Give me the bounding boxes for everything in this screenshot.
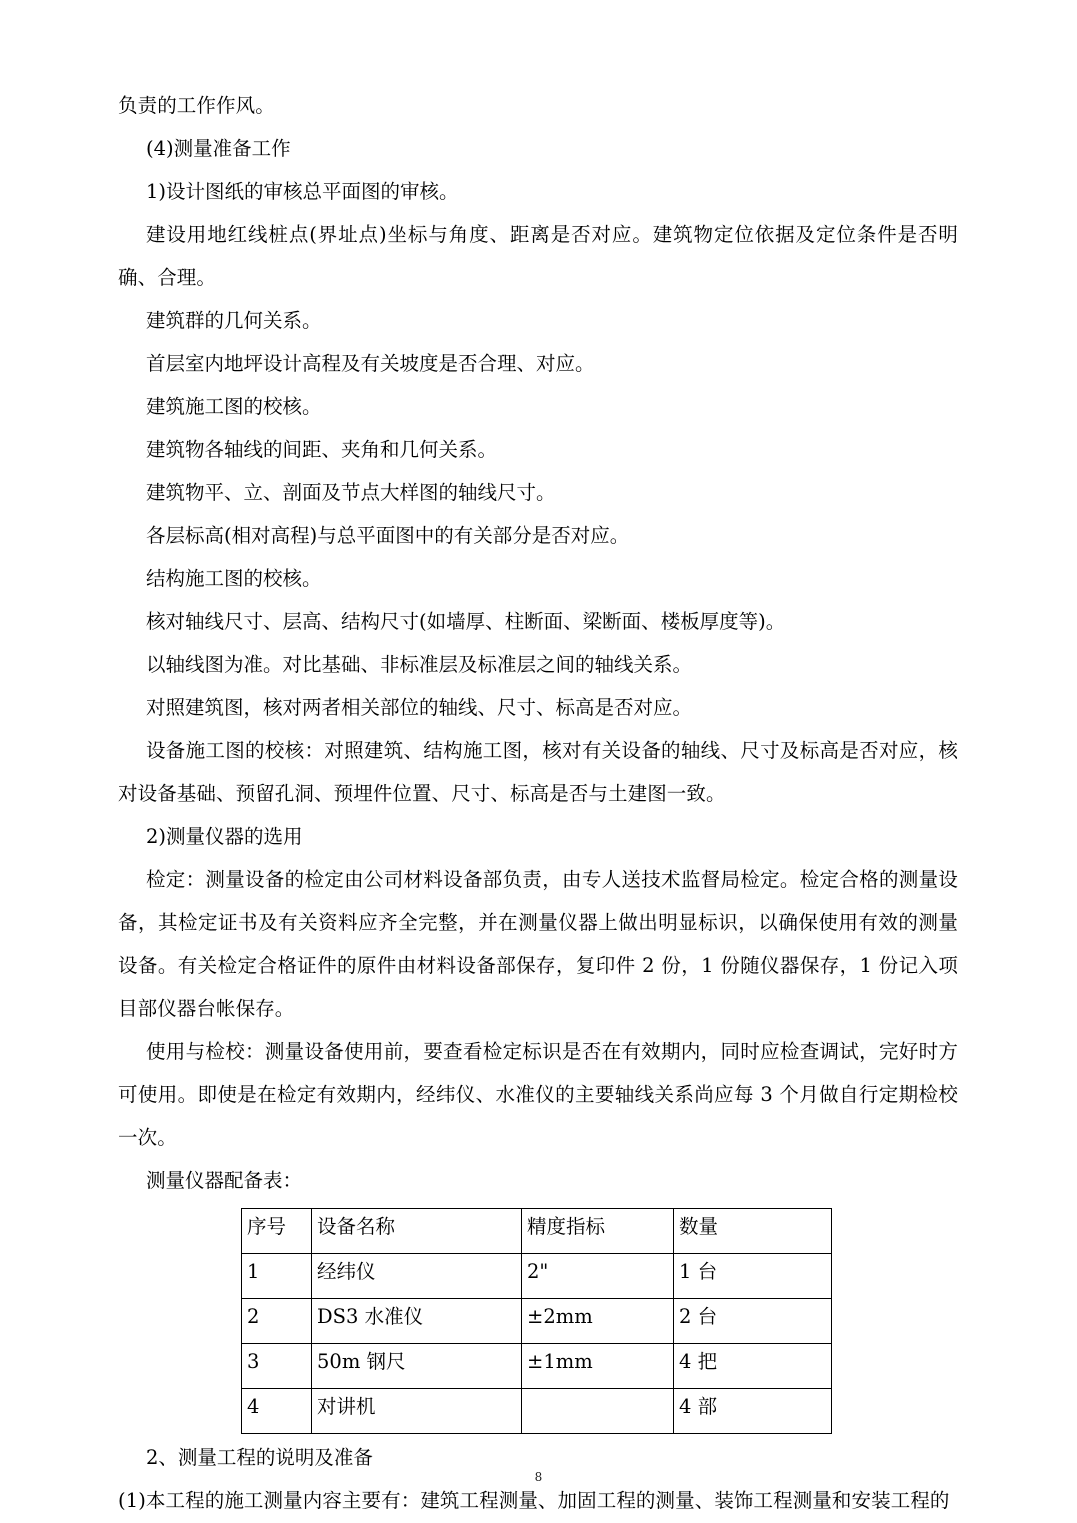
cell-equipment-name: 50m 钢尺 [312, 1344, 522, 1389]
table-row [242, 1389, 832, 1434]
equipment-table-wrapper [118, 1208, 958, 1434]
cell-no: 2 [242, 1299, 312, 1344]
para-work-style: 负责的工作作风。 [118, 94, 275, 117]
item-plan-elevation-section: 建筑物平、立、剖面及节点大样图的轴线尺寸。 [146, 481, 556, 504]
item-axis-drawing-basis: 以轴线图为准。对比基础、非标准层及标准层之间的轴线关系。 [146, 653, 693, 676]
cell-equipment-name: 经纬仪 [312, 1254, 522, 1299]
cell-no: 4 [242, 1389, 312, 1434]
table-header-quantity: 数量 [674, 1209, 832, 1254]
item-axis-spacing: 建筑物各轴线的间距、夹角和几何关系。 [146, 438, 498, 461]
cell-accuracy: 2" [522, 1254, 674, 1299]
table-header-row [242, 1209, 832, 1254]
para-1-survey-contents: (1)本工程的施工测量内容主要有：建筑工程测量、加固工程的测量、装饰工程测量和安装工程的 [118, 1489, 950, 1512]
item-structural-drawing-check: 结构施工图的校核。 [146, 567, 322, 590]
item-compare-arch-drawing: 对照建筑图，核对两者相关部位的轴线、尺寸、标高是否对应。 [146, 696, 693, 719]
cell-no: 3 [242, 1344, 312, 1389]
cell-equipment-name: DS3 水准仪 [312, 1299, 522, 1344]
item-2-instrument-selection: 2)测量仪器的选用 [146, 825, 303, 848]
cell-quantity: 4 把 [674, 1344, 832, 1389]
para-red-line-stake: 建设用地红线桩点(界址点)坐标与角度、距离是否对应。建筑物定位依据及定位条件是否明确、合理。 [118, 223, 958, 289]
item-floor-elevations: 各层标高(相对高程)与总平面图中的有关部分是否对应。 [146, 524, 630, 547]
table-row [242, 1299, 832, 1344]
page-body [118, 84, 958, 1522]
item-building-group-geometry: 建筑群的几何关系。 [146, 309, 322, 332]
cell-quantity: 2 台 [674, 1299, 832, 1344]
para-equipment-drawing-check: 设备施工图的校核：对照建筑、结构施工图，核对有关设备的轴线、尺寸及标高是否对应，核对设备基础、预留孔洞、预埋件位置、尺寸、标高是否与土建图一致。 [118, 739, 958, 805]
table-row [242, 1344, 832, 1389]
equipment-table [241, 1208, 832, 1434]
page-number: 8 [534, 1470, 543, 1484]
cell-quantity: 1 台 [674, 1254, 832, 1299]
heading-4-survey-prep: (4)测量准备工作 [146, 137, 291, 160]
cell-accuracy: ±2mm [522, 1299, 674, 1344]
item-check-axis-dims: 核对轴线尺寸、层高、结构尺寸(如墙厚、柱断面、梁断面、楼板厚度等)。 [146, 610, 786, 633]
table-header-no: 序号 [242, 1209, 312, 1254]
cell-no: 1 [242, 1254, 312, 1299]
cell-quantity: 4 部 [674, 1389, 832, 1434]
table-header-accuracy: 精度指标 [522, 1209, 674, 1254]
item-arch-drawing-check: 建筑施工图的校核。 [146, 395, 322, 418]
heading-2-survey-desc: 2、测量工程的说明及准备 [146, 1446, 373, 1469]
item-ground-floor-elevation: 首层室内地坪设计高程及有关坡度是否合理、对应。 [146, 352, 595, 375]
table-row [242, 1254, 832, 1299]
para-calibration: 检定：测量设备的检定由公司材料设备部负责，由专人送技术监督局检定。检定合格的测量设备，其检定证书及有关资料应齐全完整，并在测量仪器上做出明显标识，以确保使用有效的测量设备。有关检定合格证件的原件由材料设备部保存，复印件 2 份，1 份随仪器保存，1 份记入项目部仪器台帐保存。 [118, 868, 958, 1020]
item-1-drawing-review: 1)设计图纸的审核总平面图的审核。 [146, 180, 459, 203]
cell-accuracy [522, 1389, 674, 1434]
para-use-and-check: 使用与检校：测量设备使用前，要查看检定标识是否在有效期内，同时应检查调试，完好时方可使用。即使是在检定有效期内，经纬仪、水准仪的主要轴线关系尚应每 3 个月做自行定期检校一次。 [118, 1040, 958, 1149]
cell-accuracy: ±1mm [522, 1344, 674, 1389]
label-equipment-table: 测量仪器配备表： [146, 1169, 303, 1192]
cell-equipment-name: 对讲机 [312, 1389, 522, 1434]
table-header-equipment-name: 设备名称 [312, 1209, 522, 1254]
